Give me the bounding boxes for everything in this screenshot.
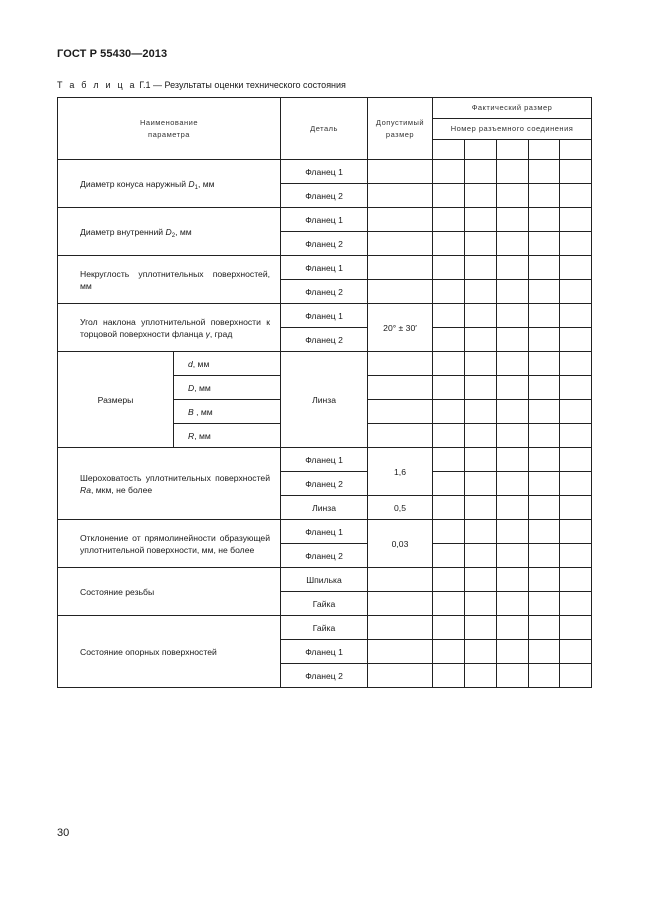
detail-cell: Фланец 2 — [281, 232, 368, 256]
table-caption-title: Г.1 — Результаты оценки технического состояния — [139, 80, 346, 90]
size-dim — [174, 400, 281, 424]
param-straightness: Отклонение от прямолинейности образующей уплотнительной поверхности, мм, не более — [58, 520, 281, 568]
table-row — [58, 448, 592, 472]
param-roughness — [58, 448, 281, 520]
table-row — [58, 256, 592, 280]
detail-cell: Фланец 2 — [281, 544, 368, 568]
allowed-cell — [368, 592, 433, 616]
allowed-cell — [368, 232, 433, 256]
allowed-cell — [368, 376, 433, 400]
detail-cell: Фланец 1 — [281, 640, 368, 664]
table-row — [58, 520, 592, 544]
param-inner-diameter — [58, 208, 281, 256]
param-unit: , мм — [175, 226, 192, 237]
param-support: Состояние опорных поверхностей — [58, 616, 281, 688]
table-row — [58, 160, 592, 184]
dim-unit: , мм — [192, 358, 210, 369]
param-text: Угол наклона уплотнительной поверхности к торцовой поверхности фланца — [80, 316, 271, 339]
conn-cell — [529, 140, 560, 160]
conn-cell — [433, 140, 465, 160]
size-dim — [174, 424, 281, 448]
param-unit: , град — [209, 328, 233, 339]
allowed-cell — [368, 424, 433, 448]
table-row — [58, 568, 592, 592]
dim-symbol: R — [188, 430, 195, 441]
dim-symbol: D — [188, 382, 195, 393]
conn-cell — [465, 140, 497, 160]
param-symbol: γ — [205, 328, 210, 339]
table-row — [58, 352, 592, 376]
allowed-cell — [368, 640, 433, 664]
detail-cell: Шпилька — [281, 568, 368, 592]
param-text: Диаметр конуса наружный — [80, 178, 189, 189]
allowed-cell: 0,5 — [368, 496, 433, 520]
dim-symbol: d — [188, 358, 193, 369]
detail-cell: Фланец 1 — [281, 160, 368, 184]
table-caption — [57, 80, 346, 90]
allowed-cell: 20° ± 30′ — [368, 304, 433, 352]
allowed-cell — [368, 208, 433, 232]
detail-cell: Линза — [281, 496, 368, 520]
dim-symbol: B — [188, 406, 194, 417]
param-subscript: 2 — [171, 232, 176, 239]
page-number: 30 — [57, 827, 70, 839]
detail-cell: Фланец 1 — [281, 304, 368, 328]
standard-title: ГОСТ Р 55430—2013 — [57, 48, 168, 60]
param-text: Диаметр внутренний — [80, 226, 166, 237]
conn-cell — [560, 140, 592, 160]
param-cone-outer — [58, 160, 281, 208]
size-dim — [174, 352, 281, 376]
detail-cell: Фланец 1 — [281, 256, 368, 280]
header-detail: Деталь — [281, 98, 368, 160]
allowed-cell — [368, 568, 433, 592]
allowed-cell — [368, 280, 433, 304]
param-symbol: D — [165, 226, 172, 237]
param-unit: , мкм, не более — [91, 484, 153, 495]
header-actual: Фактический размер — [433, 98, 592, 119]
param-roundness: Некруглость уплотнительных поверхностей, мм — [58, 256, 281, 304]
conn-cell — [497, 140, 529, 160]
detail-cell: Гайка — [281, 592, 368, 616]
table-row — [58, 304, 592, 328]
allowed-cell: 1,6 — [368, 448, 433, 496]
dim-unit: , мм — [193, 406, 213, 417]
table-row — [58, 616, 592, 640]
param-symbol: Ra — [80, 484, 91, 495]
param-text: Шероховатость уплотнительных поверхностей — [80, 472, 271, 483]
param-angle — [58, 304, 281, 352]
detail-cell: Гайка — [281, 616, 368, 640]
allowed-cell — [368, 352, 433, 376]
param-symbol: D — [188, 178, 195, 189]
detail-cell: Фланец 2 — [281, 280, 368, 304]
table-row — [58, 208, 592, 232]
param-unit: , мм — [197, 178, 215, 189]
header-allowed: Допустимый размер — [368, 98, 433, 160]
dim-unit: , мм — [194, 382, 211, 393]
detail-cell: Фланец 1 — [281, 208, 368, 232]
allowed-cell — [368, 616, 433, 640]
detail-cell: Фланец 2 — [281, 664, 368, 688]
param-sizes: Размеры — [58, 352, 174, 448]
detail-cell: Линза — [281, 352, 368, 448]
table-caption-label: Т а б л и ц а — [57, 80, 137, 90]
detail-cell: Фланец 2 — [281, 184, 368, 208]
allowed-cell — [368, 256, 433, 280]
allowed-cell — [368, 160, 433, 184]
param-thread: Состояние резьбы — [58, 568, 281, 616]
param-subscript: 1 — [194, 184, 198, 191]
header-connection: Номер разъемного соединения — [433, 119, 592, 140]
header-param: Наименование параметра — [58, 98, 281, 160]
size-dim — [174, 376, 281, 400]
detail-cell: Фланец 2 — [281, 328, 368, 352]
detail-cell: Фланец 1 — [281, 448, 368, 472]
detail-cell: Фланец 1 — [281, 520, 368, 544]
detail-cell: Фланец 2 — [281, 472, 368, 496]
allowed-cell: 0,03 — [368, 520, 433, 568]
assessment-table — [57, 97, 592, 688]
allowed-cell — [368, 400, 433, 424]
allowed-cell — [368, 184, 433, 208]
allowed-cell — [368, 664, 433, 688]
dim-unit: , мм — [194, 430, 211, 441]
